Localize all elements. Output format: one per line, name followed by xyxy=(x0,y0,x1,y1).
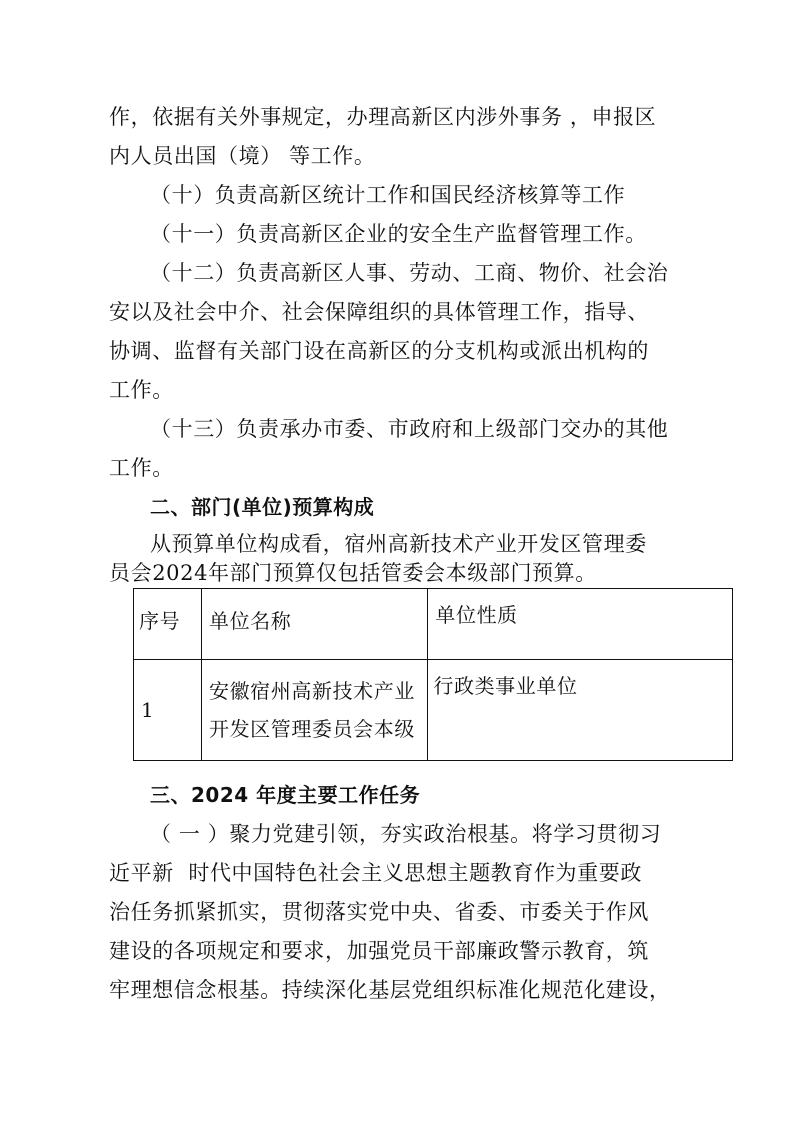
paragraph-line: 内人员出国（境） 等工作。 xyxy=(109,144,376,168)
paragraph-line: 工作。 xyxy=(109,456,174,480)
unit-name-line: 安徽宿州高新技术产业 xyxy=(208,679,415,703)
section-heading: 三、2024 年度主要工作任务 xyxy=(150,783,421,807)
paragraph-line: （十）负责高新区统计工作和国民经济核算等工作 xyxy=(150,183,626,207)
table-cell-type: 行政类事业单位 xyxy=(428,660,733,761)
paragraph-line: （ 一 ）聚力党建引领，夯实政治根基。将学习贯彻习 xyxy=(150,822,662,846)
paragraph-line: （十三）负责承办市委、市政府和上级部门交办的其他 xyxy=(150,417,669,441)
section-heading: 二、部门(单位)预算构成 xyxy=(150,495,375,519)
paragraph-line: 从预算单位构成看，宿州高新技术产业开发区管理委 xyxy=(150,532,647,556)
table-cell-name xyxy=(201,660,427,761)
paragraph-line: （十二）负责高新区人事、劳动、工商、物价、社会治 xyxy=(150,261,669,285)
unit-name-line: 开发区管理委员会本级 xyxy=(208,717,415,741)
table-row xyxy=(134,660,733,761)
paragraph-line: 协调、监督有关部门设在高新区的分支机构或派出机构的 xyxy=(109,339,649,363)
paragraph-line: 员会2024年部门预算仅包括管委会本级部门预算。 xyxy=(109,561,597,585)
table-header-cell: 单位名称 xyxy=(201,589,427,660)
table-header-cell: 单位性质 xyxy=(428,589,733,660)
paragraph-line: 牢理想信念根基。持续深化基层党组织标准化规范化建设， xyxy=(109,978,671,1002)
budget-unit-table xyxy=(133,588,733,761)
paragraph-line: 近平新 时代中国特色社会主义思想主题教育作为重要政 xyxy=(109,861,642,885)
table-header-row xyxy=(134,589,733,660)
paragraph-line: 工作。 xyxy=(109,378,174,402)
paragraph-line: （十一）负责高新区企业的安全生产监督管理工作。 xyxy=(150,222,647,246)
paragraph-line: 作，依据有关外事规定，办理高新区内涉外事务 ，申报区 xyxy=(109,105,657,129)
paragraph-line: 安以及社会中介、社会保障组织的具体管理工作，指导、 xyxy=(109,300,649,324)
paragraph-line: 治任务抓紧抓实，贯彻落实党中央、省委、市委关于作风 xyxy=(109,900,649,924)
table-header-cell: 序号 xyxy=(134,589,202,660)
table-cell-seq: 1 xyxy=(134,660,202,761)
paragraph-line: 建设的各项规定和要求，加强党员干部廉政警示教育，筑 xyxy=(109,939,649,963)
